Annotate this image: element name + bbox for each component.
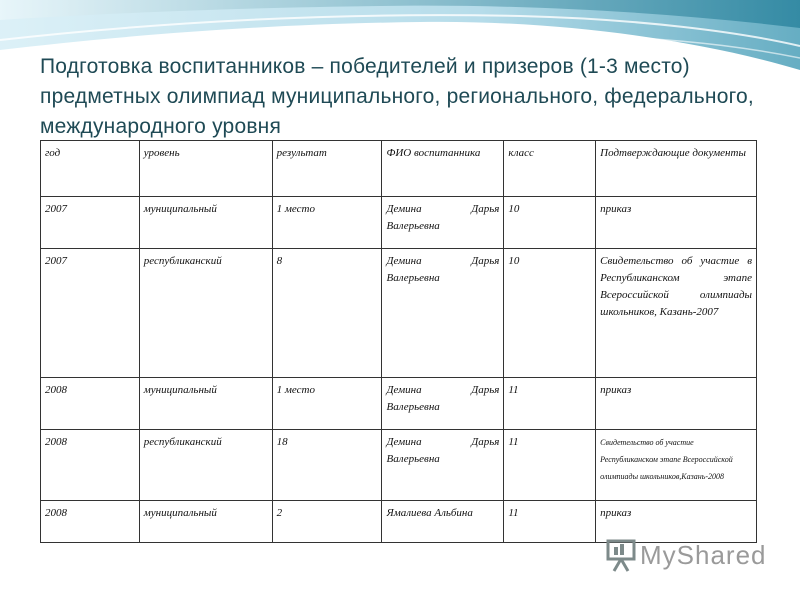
- table-row: [41, 430, 757, 501]
- header-cell-result: результат: [272, 141, 382, 197]
- cell-documents: приказ: [596, 378, 757, 430]
- cell-year: 2007: [41, 249, 140, 378]
- table-row: [41, 378, 757, 430]
- header-cell-documents: Подтверждающие документы: [596, 141, 757, 197]
- cell-grade: 11: [504, 501, 596, 543]
- cell-level: муниципальный: [139, 197, 272, 249]
- cell-year: 2008: [41, 501, 140, 543]
- cell-year: 2008: [41, 378, 140, 430]
- cell-documents: Свидетельство об участие Республиканском этапе Всероссийской олимпиады школьников,Казань-2008: [596, 430, 757, 501]
- cell-grade: 10: [504, 197, 596, 249]
- cell-year: 2008: [41, 430, 140, 501]
- cell-result: 18: [272, 430, 382, 501]
- cell-result: 1 место: [272, 378, 382, 430]
- cell-grade: 11: [504, 378, 596, 430]
- cell-level: республиканский: [139, 249, 272, 378]
- cell-grade: 11: [504, 430, 596, 501]
- cell-result: 8: [272, 249, 382, 378]
- cell-student-name: Демина Дарья Валерьевна: [382, 430, 504, 501]
- page-title: Подготовка воспитанников – победителей и призеров (1-3 место) предметных олимпиад муниципального, регионального, федерального, международного уровня: [40, 55, 754, 138]
- cell-documents: приказ: [596, 501, 757, 543]
- header-cell-grade: класс: [504, 141, 596, 197]
- cell-result: 1 место: [272, 197, 382, 249]
- table-row: [41, 249, 757, 378]
- cell-student-name: Демина Дарья Валерьевна: [382, 197, 504, 249]
- header-cell-student-name: ФИО воспитанника: [382, 141, 504, 197]
- logo-text: MyShared: [640, 539, 767, 570]
- presentation-board-icon: [606, 538, 636, 572]
- cell-student-name: Ямалиева Альбина: [382, 501, 504, 543]
- cell-result: 2: [272, 501, 382, 543]
- cell-level: муниципальный: [139, 378, 272, 430]
- header-cell-year: год: [41, 141, 140, 197]
- cell-student-name: Демина Дарья Валерьевна: [382, 378, 504, 430]
- header-cell-level: уровень: [139, 141, 272, 197]
- cell-documents: приказ: [596, 197, 757, 249]
- table-row: [41, 197, 757, 249]
- cell-level: республиканский: [139, 430, 272, 501]
- olympiad-results-table: [40, 140, 757, 543]
- cell-level: муниципальный: [139, 501, 272, 543]
- cell-grade: 10: [504, 249, 596, 378]
- myshared-logo: [606, 537, 767, 573]
- cell-documents: Свидетельство об участие в Республиканском этапе Всероссийской олимпиады школьников, Казань-2007: [596, 249, 757, 378]
- cell-student-name: Демина Дарья Валерьевна: [382, 249, 504, 378]
- table-header-row: [41, 141, 757, 197]
- cell-year: 2007: [41, 197, 140, 249]
